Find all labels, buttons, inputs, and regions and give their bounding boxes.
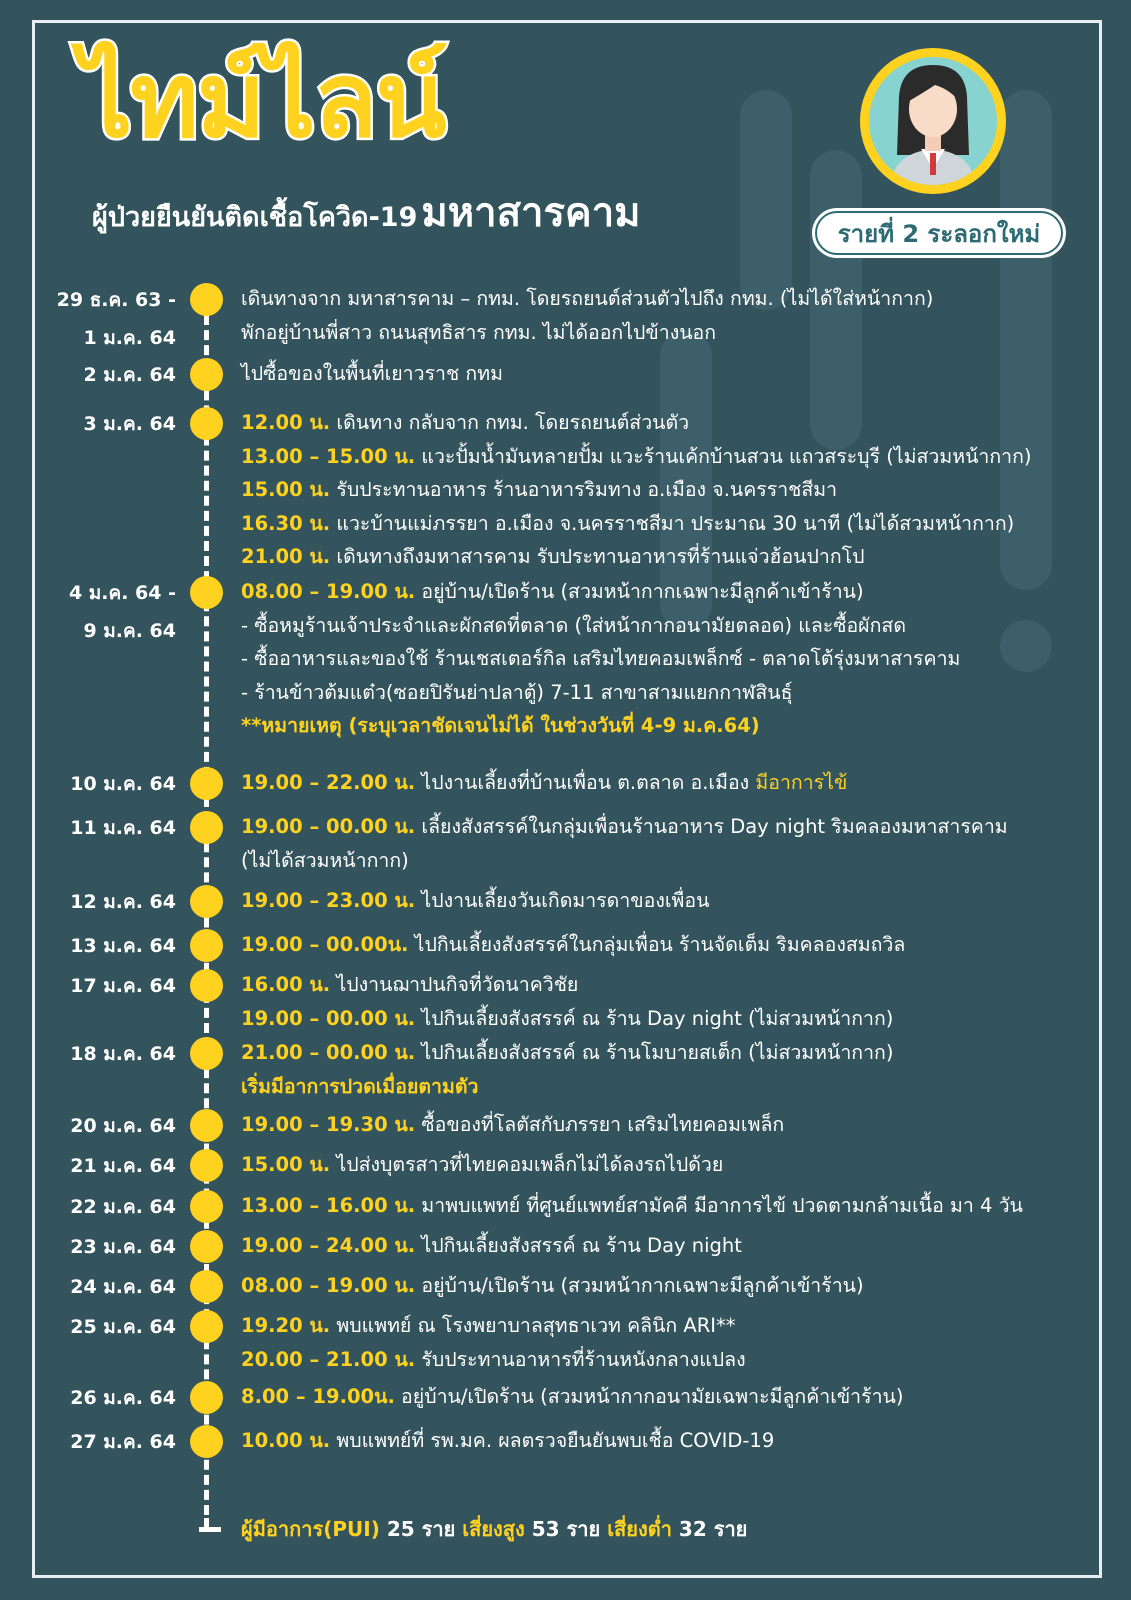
- entry-lines: [241, 1424, 774, 1458]
- entry-line: [241, 316, 933, 350]
- entry-line: [241, 357, 503, 391]
- entry-date: 25 ม.ค. 64: [70, 1316, 176, 1338]
- entry-date: 1 ม.ค. 64: [83, 327, 176, 349]
- entry-date: 4 ม.ค. 64 -: [68, 582, 176, 604]
- timeline-dot: [190, 1310, 223, 1343]
- entry-lines: [241, 282, 933, 349]
- timeline-dot: [190, 1037, 223, 1070]
- entry-time: 19.00 – 23.00 น.: [241, 889, 416, 912]
- entry-time: 08.00 – 19.00 น.: [241, 580, 416, 603]
- timeline-end-cap: [199, 1527, 221, 1532]
- entry-date: 13 ม.ค. 64: [70, 935, 176, 957]
- entry-symptom: มีอาการไข้: [755, 771, 848, 794]
- entry-line: [241, 1036, 893, 1070]
- timeline-dot: [190, 576, 223, 609]
- entry-time: 16.00 น.: [241, 973, 331, 996]
- entry-line: เริ่มมีอาการปวดเมื่อยตามตัว: [241, 1074, 479, 1098]
- timeline-dot: [190, 1230, 223, 1263]
- entry-text: ไปกินเลี้ยงสังสรรค์ในกลุ่มเพื่อน ร้านจัดเต็ม ริมคลองสมถวิล: [408, 933, 906, 956]
- entry-time: 19.00 – 22.00 น.: [241, 771, 416, 794]
- entry-time: 21.00 – 00.00 น.: [241, 1041, 416, 1064]
- entry-date: 11 ม.ค. 64: [70, 817, 176, 839]
- entry-lines: [241, 1148, 723, 1182]
- timeline-dot: [190, 283, 223, 316]
- entry-text: ซื้อของที่โลตัสกับภรรยา เสริมไทยคอมเพล็ก: [415, 1113, 785, 1136]
- entry-time: 20.00 – 21.00 น.: [241, 1347, 416, 1371]
- entry-lines: [241, 968, 893, 1035]
- entry-line: [241, 1309, 746, 1343]
- entry-line: [241, 928, 905, 962]
- entry-date: 27 ม.ค. 64: [70, 1431, 176, 1453]
- entry-text: พักอยู่บ้านพี่สาว ถนนสุทธิสาร กทม. ไม่ได้ออกไปข้างนอก: [241, 320, 717, 344]
- entry-text: รับประทานอาหารที่ร้านหนังกลางแปลง: [415, 1347, 746, 1371]
- entry-line: [241, 1189, 1023, 1223]
- timeline-dot: [190, 1149, 223, 1182]
- entry-text: ไปงานฌาปนกิจที่วัดนาควิชัย: [330, 973, 579, 996]
- timeline-dot: [190, 407, 223, 440]
- timeline-dot: [190, 1381, 223, 1414]
- entry-date: 26 ม.ค. 64: [70, 1387, 176, 1409]
- entry-time: 15.00 น.: [241, 478, 331, 501]
- entry-date: 22 ม.ค. 64: [70, 1196, 176, 1218]
- entry-line: [241, 473, 1032, 507]
- entry-lines: [241, 1036, 893, 1103]
- entry-line: [241, 406, 1032, 440]
- entry-line: [241, 282, 933, 316]
- pui-label: ผู้มีอาการ(PUI): [241, 1517, 380, 1541]
- entry-lines: [241, 575, 960, 743]
- entry-lines: [241, 810, 1008, 877]
- entry-time: 12.00 น.: [241, 411, 331, 434]
- entry-line: [241, 1148, 723, 1182]
- entry-time: 19.00 – 19.30 น.: [241, 1113, 416, 1136]
- entry-line: [241, 844, 1008, 878]
- entry-lines: [241, 1108, 784, 1142]
- entry-text: มาพบแพทย์ ที่ศูนย์แพทย์สามัคคี มีอาการไข้ ปวดตามกล้ามเนื้อ มา 4 วัน: [415, 1194, 1023, 1217]
- entry-text: ไปกินเลี้ยงสังสรรค์ ณ ร้าน Day night: [415, 1234, 742, 1257]
- entry-time: 21.00 น.: [241, 545, 331, 568]
- entry-line: [241, 1002, 893, 1036]
- entry-lines: [241, 1189, 1023, 1223]
- entry-line: [241, 1424, 774, 1458]
- entry-line: [241, 676, 960, 710]
- entry-text: - ซื้ออาหารและของใช้ ร้านเชสเตอร์กิล เสริมไทยคอมเพล็กซ์ - ตลาดโต้รุ่งมหาสารคาม: [241, 647, 961, 670]
- entry-date: 21 ม.ค. 64: [70, 1155, 176, 1177]
- entry-text: ไปกินเลี้ยงสังสรรค์ ณ ร้าน Day night (ไม่สวมหน้ากาก): [415, 1006, 894, 1030]
- entry-date: 17 ม.ค. 64: [70, 975, 176, 997]
- entry-text: - ซื้อหมูร้านเจ้าประจำและผักสดที่ตลาด (ใส่หน้ากากอนามัยตลอด) และซื้อผักสด: [241, 613, 906, 637]
- high-risk-value: 53 ราย: [524, 1517, 608, 1541]
- entry-lines: [241, 884, 709, 918]
- entry-time: 15.00 น.: [241, 1153, 331, 1176]
- timeline-dot: [190, 767, 223, 800]
- entry-text: อยู่บ้าน/เปิดร้าน (สวมหน้ากากเฉพาะมีลูกค้าเข้าร้าน): [415, 1274, 864, 1297]
- entry-text: - ร้านข้าวต้มแต๋ว(ซอยปิรันย่าปลาตู้) 7-11 สาขาสามแยกกาฬสินธุ์: [241, 680, 793, 704]
- entry-text: แวะบ้านแม่ภรรยา อ.เมือง จ.นครราชสีมา ประมาณ 30 นาที (ไม่ได้สวมหน้ากาก): [330, 511, 1015, 535]
- entry-date: 29 ธ.ค. 63 -: [56, 289, 176, 311]
- entry-date: 20 ม.ค. 64: [70, 1115, 176, 1137]
- entry-time: 19.20 น.: [241, 1314, 331, 1337]
- woman-avatar-icon: [860, 48, 1006, 194]
- subtitle-prefix: ผู้ป่วยยืนยันติดเชื้อโควิด-19: [92, 202, 418, 233]
- entry-text: เดินทางถึงมหาสารคาม รับประทานอาหารที่ร้านแจ่วฮ้อนปากโป: [330, 545, 865, 568]
- timeline-dot: [190, 1109, 223, 1142]
- timeline-dot: [190, 811, 223, 844]
- entry-text: ไปซื้อของในพื้นที่เยาวราช กทม: [241, 362, 503, 385]
- entry-text: (ไม่ได้สวมหน้ากาก): [241, 848, 409, 872]
- entry-line: [241, 968, 893, 1002]
- timeline-dot: [190, 885, 223, 918]
- entry-time: 19.00 – 24.00 น.: [241, 1234, 416, 1257]
- entry-time: 8.00 – 19.00น.: [241, 1385, 395, 1408]
- entry-text: ไปงานเลี้ยงที่บ้านเพื่อน ต.ตลาด อ.เมือง: [415, 771, 756, 794]
- entry-line: [241, 810, 1008, 844]
- entry-time: 19.00 – 00.00น.: [241, 933, 409, 956]
- entry-text: เดินทางจาก มหาสารคาม – กทม. โดยรถยนต์ส่วนตัวไปถึง กทม. (ไม่ได้ใส่หน้ากาก): [241, 287, 934, 310]
- entry-date: 12 ม.ค. 64: [70, 891, 176, 913]
- entry-line: [241, 440, 1032, 474]
- entry-date: 18 ม.ค. 64: [70, 1043, 176, 1065]
- entry-text: อยู่บ้าน/เปิดร้าน (สวมหน้ากากอนามัยเฉพาะมีลูกค้าเข้าร้าน): [394, 1385, 904, 1408]
- entry-time: 13.00 – 15.00 น.: [241, 444, 416, 468]
- entry-line: [241, 540, 1032, 574]
- entry-lines: [241, 928, 905, 962]
- entry-lines: [241, 1269, 864, 1303]
- timeline-dot: [190, 969, 223, 1002]
- entry-line: [241, 1108, 784, 1142]
- entry-line: [241, 884, 709, 918]
- entry-time: 19.00 – 00.00 น.: [241, 1006, 416, 1030]
- entry-text: ไปงานเลี้ยงวันเกิดมารดาของเพื่อน: [415, 889, 710, 912]
- entry-line: [241, 1269, 864, 1303]
- entry-date: 9 ม.ค. 64: [83, 620, 176, 642]
- low-risk-value: 32 ราย: [671, 1517, 748, 1541]
- entry-line: **หมายเหตุ (ระบุเวลาชัดเจนไม่ได้ ในช่วงวันที่ 4-9 ม.ค.64): [241, 714, 760, 737]
- entry-date: 23 ม.ค. 64: [70, 1236, 176, 1258]
- entry-time: 16.30 น.: [241, 511, 331, 535]
- entry-text: อยู่บ้าน/เปิดร้าน (สวมหน้ากากเฉพาะมีลูกค้าเข้าร้าน): [415, 580, 864, 603]
- entry-lines: [241, 1229, 742, 1263]
- entry-time: 08.00 – 19.00 น.: [241, 1274, 416, 1297]
- entry-text: พบแพทย์ ณ โรงพยาบาลสุทธาเวท คลินิก ARI**: [330, 1314, 736, 1337]
- entry-line: [241, 507, 1032, 541]
- low-risk-label: เสี่ยงต่ำ: [607, 1517, 672, 1541]
- entry-text: ไปกินเลี้ยงสังสรรค์ ณ ร้านโมบายสเต็ก (ไม่สวมหน้ากาก): [415, 1041, 894, 1064]
- entry-line: [241, 642, 960, 676]
- entry-lines: [241, 1309, 746, 1376]
- entry-lines: [241, 766, 847, 800]
- subtitle-place: มหาสารคาม: [421, 190, 641, 236]
- entry-time: 13.00 – 16.00 น.: [241, 1194, 416, 1217]
- entry-date: 3 ม.ค. 64: [83, 413, 176, 435]
- status-badge: [812, 208, 1066, 258]
- timeline-dot: [190, 1425, 223, 1458]
- entry-lines: [241, 357, 503, 391]
- pui-value: 25 ราย: [379, 1517, 463, 1541]
- entry-text: รับประทานอาหาร ร้านอาหารริมทาง อ.เมือง จ.นครราชสีมา: [330, 478, 838, 501]
- entry-time: 10.00 น.: [241, 1429, 331, 1452]
- entry-lines: [241, 406, 1032, 574]
- timeline-dot: [190, 929, 223, 962]
- summary: [241, 1513, 747, 1545]
- high-risk-label: เสี่ยงสูง: [462, 1517, 525, 1541]
- entry-date: 2 ม.ค. 64: [83, 364, 176, 386]
- page-title: ไทม์ไลน์: [80, 39, 445, 161]
- entry-lines: [241, 1380, 904, 1414]
- entry-time: 19.00 – 00.00 น.: [241, 815, 416, 838]
- entry-line: [241, 1343, 746, 1377]
- entry-text: เลี้ยงสังสรรค์ในกลุ่มเพื่อนร้านอาหาร Day night ริมคลองมหาสารคาม: [415, 815, 1008, 838]
- entry-line: [241, 1380, 904, 1414]
- entry-date: 10 ม.ค. 64: [70, 773, 176, 795]
- entry-text: พบแพทย์ที่ รพ.มค. ผลตรวจยืนยันพบเชื้อ COVID-19: [330, 1429, 775, 1452]
- page-subtitle: [92, 180, 641, 244]
- timeline-dot: [190, 1190, 223, 1223]
- entry-line: [241, 609, 960, 643]
- entry-line: [241, 575, 960, 609]
- entry-text: ไปส่งบุตรสาวที่ไทยคอมเพล็กไม่ได้ลงรถไปด้วย: [330, 1153, 724, 1176]
- entry-line: [241, 766, 847, 800]
- timeline-dot: [190, 1270, 223, 1303]
- entry-text: เดินทาง กลับจาก กทม. โดยรถยนต์ส่วนตัว: [330, 411, 690, 434]
- decor-shape: [740, 90, 792, 310]
- timeline-dot: [190, 358, 223, 391]
- entry-line: [241, 1229, 742, 1263]
- entry-date: 24 ม.ค. 64: [70, 1276, 176, 1298]
- entry-text: แวะปั้มน้ำมันหลายปั้ม แวะร้านเค้กบ้านสวน แถวสระบุรี (ไม่สวมหน้ากาก): [415, 444, 1032, 468]
- decor-shape: [1000, 620, 1052, 672]
- badge-label: รายที่ 2 ระลอกใหม่: [815, 211, 1063, 255]
